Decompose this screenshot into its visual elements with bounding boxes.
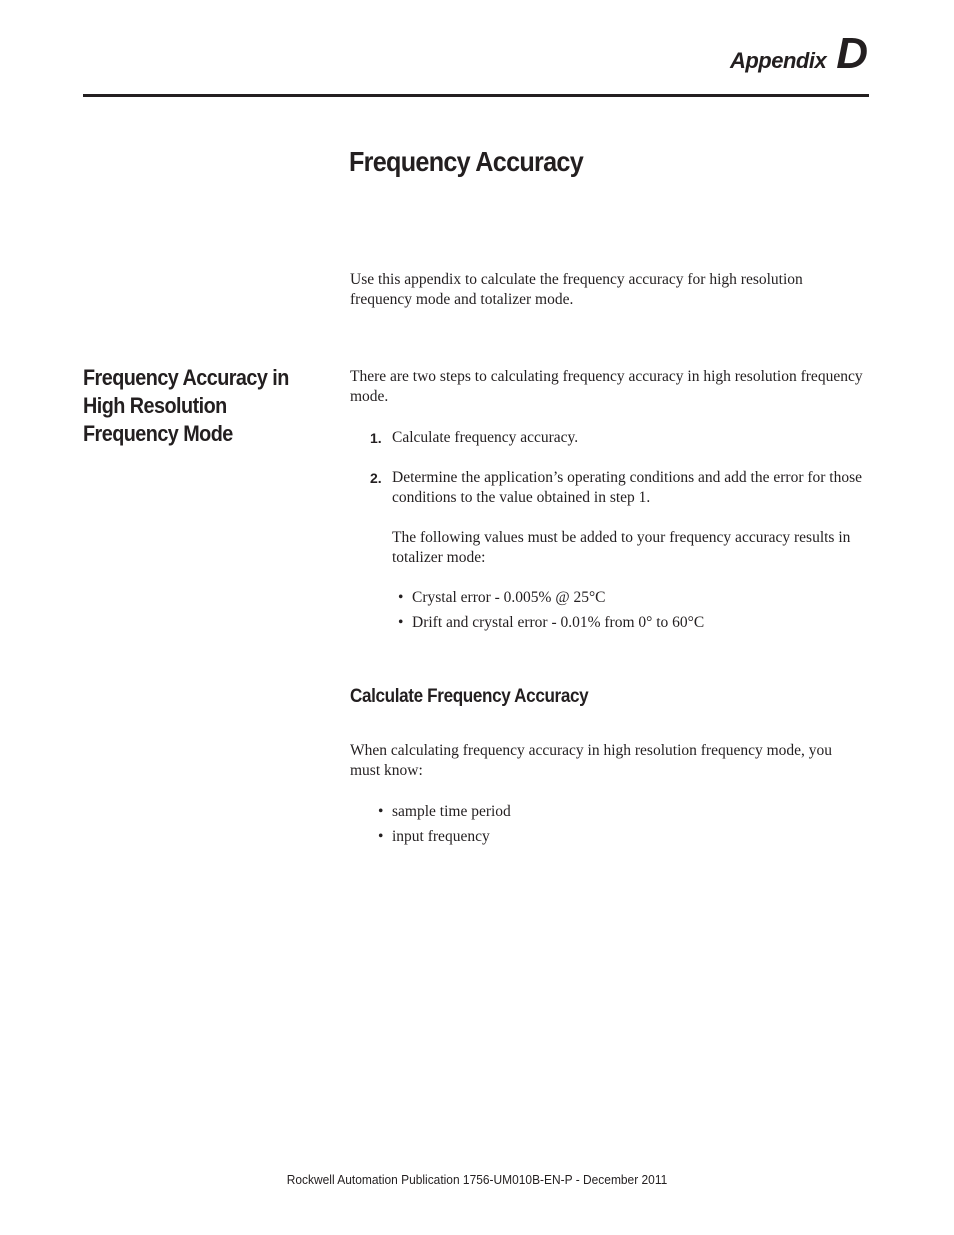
appendix-label: Appendix [729, 48, 827, 73]
steps-list [350, 428, 865, 653]
page-title: Frequency Accuracy [349, 146, 584, 177]
requirements-list [350, 802, 865, 852]
list-item-text: input frequency [392, 828, 490, 845]
step-number: 1. [370, 430, 382, 446]
subsection-intro-paragraph: When calculating frequency accuracy in high resolution frequency mode, you must know: [350, 742, 833, 779]
header-rule [83, 94, 869, 97]
list-item [350, 827, 865, 847]
step-item [350, 428, 865, 448]
bullet-icon: • [398, 589, 404, 606]
list-item-text: Drift and crystal error - 0.01% from 0° to 60°C [412, 614, 705, 631]
section-intro-paragraph: There are two steps to calculating frequency accuracy in high resolution frequency mode. [350, 368, 863, 405]
step-text: Calculate frequency accuracy. [392, 429, 579, 446]
list-item [392, 588, 865, 608]
appendix-header [729, 29, 868, 78]
step-text: Determine the application’s operating conditions and add the error for those conditions to the value obtained in step 1. [392, 469, 863, 506]
subsection-heading: Calculate Frequency Accuracy [350, 686, 589, 707]
intro-paragraph: Use this appendix to calculate the frequency accuracy for high resolution frequency mode and totalizer mode. [350, 271, 803, 308]
page-footer: Rockwell Automation Publication 1756-UM010B-EN-P - December 2011 [286, 1172, 668, 1187]
step-note: The following values must be added to your frequency accuracy results in totalizer mode: [392, 529, 851, 566]
list-item-text: sample time period [392, 803, 511, 820]
list-item [392, 613, 865, 633]
appendix-letter: D [836, 29, 868, 78]
bullet-icon: • [378, 828, 384, 845]
list-item-text: Crystal error - 0.005% @ 25°C [412, 589, 606, 606]
step-item [350, 468, 865, 633]
list-item [350, 802, 865, 822]
bullet-icon: • [398, 614, 404, 631]
bullet-icon: • [378, 803, 384, 820]
error-values-list [392, 588, 865, 633]
step-number: 2. [370, 470, 382, 486]
section-heading: Frequency Accuracy in High Resolution Frequency Mode [83, 365, 289, 446]
